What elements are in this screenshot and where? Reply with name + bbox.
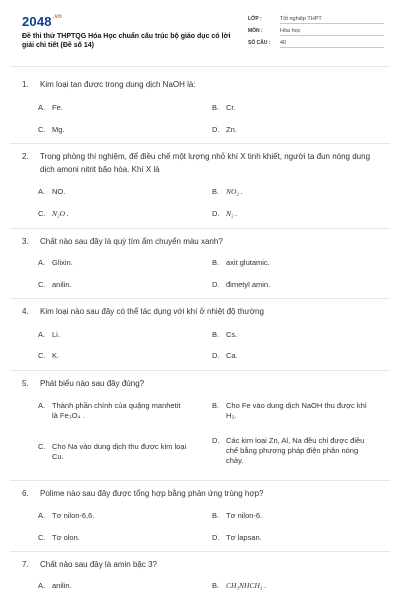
question-text: [22, 377, 382, 390]
option-letter: B.: [212, 401, 220, 410]
question-6: [22, 487, 382, 500]
option-letter: A.: [38, 401, 46, 410]
option-a[interactable]: [38, 258, 73, 268]
option-c[interactable]: [38, 351, 59, 361]
option-letter: C.: [38, 442, 46, 451]
question-stem: Chất nào sau đây là amin bậc 3?: [40, 560, 157, 569]
document-header: [22, 14, 382, 58]
option-letter: C.: [38, 351, 46, 360]
option-text: Cho Fe vào dung dịch NaOH thu được khí H₂.: [226, 401, 367, 420]
option-a[interactable]: [38, 187, 65, 197]
option-b[interactable]: [212, 401, 372, 421]
option-b[interactable]: [212, 258, 270, 268]
option-d[interactable]: [212, 533, 262, 543]
question-number: 5.: [22, 379, 29, 388]
divider: [10, 66, 390, 67]
option-text: Cs.: [226, 330, 238, 339]
option-a[interactable]: [38, 511, 94, 521]
option-letter: A.: [38, 330, 46, 339]
option-letter: D.: [212, 125, 220, 134]
option-b[interactable]: [212, 581, 266, 591]
option-d[interactable]: [212, 125, 237, 135]
option-c[interactable]: [38, 442, 193, 462]
option-a[interactable]: [38, 401, 188, 421]
question-3: [22, 235, 382, 248]
question-1: [22, 78, 382, 91]
question-text: [22, 235, 382, 248]
option-text: Cho Na vào dung dịch thu được kim loại Cu.: [52, 442, 187, 461]
divider: [10, 228, 390, 229]
option-letter: B.: [212, 187, 220, 196]
option-text: Fe.: [52, 103, 63, 112]
option-letter: C.: [38, 125, 46, 134]
option-letter: B.: [212, 330, 220, 339]
option-text: đimetyl amin.: [226, 280, 271, 289]
option-letter: D.: [212, 436, 220, 445]
option-letter: C.: [38, 280, 46, 289]
option-d[interactable]: [212, 280, 270, 290]
option-text: axit glutamic.: [226, 258, 270, 267]
question-stem: Phát biểu nào sau đây đúng?: [40, 379, 145, 388]
divider: [10, 298, 390, 299]
option-text: K.: [52, 351, 60, 360]
option-d[interactable]: [212, 209, 237, 219]
option-letter: B.: [212, 511, 220, 520]
divider: [10, 143, 390, 144]
option-c[interactable]: [38, 533, 80, 543]
question-4: [22, 305, 382, 318]
meta-value-subject: Hóa học: [280, 28, 384, 36]
meta-key-class: LỚP :: [248, 16, 262, 22]
meta-row-subject: [246, 26, 386, 38]
option-text: Li.: [52, 330, 60, 339]
question-number: 2.: [22, 152, 29, 161]
option-letter: D.: [212, 280, 220, 289]
option-letter: B.: [212, 258, 220, 267]
option-a[interactable]: [38, 103, 63, 113]
divider: [10, 370, 390, 371]
option-text: Tơ nilon-6.: [226, 511, 263, 520]
divider: [10, 551, 390, 552]
option-letter: B.: [212, 103, 220, 112]
brand-logo[interactable]: [22, 14, 62, 29]
question-stem: Chất nào sau đây là quỳ tím ẩm chuyển màu xanh?: [40, 237, 223, 246]
meta-value-count: 40: [280, 40, 384, 48]
exam-meta: [246, 14, 386, 50]
question-number: 7.: [22, 560, 29, 569]
option-letter: D.: [212, 351, 220, 360]
meta-value-class: Tốt nghiệp THPT: [280, 16, 384, 24]
question-number: 4.: [22, 307, 29, 316]
option-c[interactable]: [38, 209, 69, 219]
option-letter: A.: [38, 103, 46, 112]
option-text: Các kim loại Zn, Al, Na đều chỉ được điều chế bằng phương pháp điện phân nóng chảy.: [226, 436, 365, 465]
brand-name: 2048: [22, 14, 52, 29]
question-stem: Kim loại nào sau đây có thể tác dụng với khí ở nhiệt độ thường: [40, 307, 264, 316]
option-text: Tơ lapsan.: [226, 533, 262, 542]
option-text: anilin.: [52, 581, 72, 590]
option-c[interactable]: [38, 125, 65, 135]
option-text: Glixin.: [52, 258, 73, 267]
option-text: N₂ .: [226, 209, 238, 218]
question-number: 1.: [22, 80, 29, 89]
question-stem: Kim loại tan được trong dung dịch NaOH là:: [40, 80, 196, 89]
option-letter: B.: [212, 581, 220, 590]
option-text: Zn.: [226, 125, 237, 134]
option-letter: A.: [38, 187, 46, 196]
exam-title: Đề thi thử THPTQG Hóa Học chuẩn cấu trúc bộ giáo dục có lời giải chi tiết (Đề số 14): [22, 33, 231, 49]
meta-row-count: [246, 38, 386, 50]
option-b[interactable]: [212, 103, 236, 113]
question-number: 3.: [22, 237, 29, 246]
option-c[interactable]: [38, 280, 72, 290]
option-text: anilin.: [52, 280, 72, 289]
question-stem: Trong phòng thí nghiệm, để điều chế một lượng nhỏ khí X tinh khiết, người ta đun nóng dung dịch amoni nitrit bão hòa. Khí X là: [40, 152, 371, 174]
meta-row-class: [246, 14, 386, 26]
option-text: CH₃NHCH₃ .: [226, 581, 267, 590]
question-7: [22, 558, 382, 571]
option-b[interactable]: [212, 330, 237, 340]
option-text: Tơ nilon-6,6.: [52, 511, 95, 520]
meta-key-count: SỐ CÂU :: [248, 40, 271, 46]
question-2: [22, 150, 382, 176]
question-text: [22, 150, 382, 176]
question-5: [22, 377, 382, 390]
option-a[interactable]: [38, 330, 60, 340]
option-letter: A.: [38, 511, 46, 520]
option-letter: C.: [38, 533, 46, 542]
question-text: [22, 487, 382, 500]
meta-key-subject: MÔN :: [248, 28, 263, 34]
option-text: N₂O .: [52, 209, 69, 218]
option-letter: C.: [38, 209, 46, 218]
question-number: 6.: [22, 489, 29, 498]
option-text: NO.: [52, 187, 66, 196]
option-d[interactable]: [212, 351, 238, 361]
question-text: [22, 305, 382, 318]
question-stem: Polime nào sau đây được tổng hợp bằng phản ứng trùng hợp?: [40, 489, 264, 498]
option-text: Tơ olon.: [52, 533, 80, 542]
option-letter: D.: [212, 533, 220, 542]
option-letter: A.: [38, 258, 46, 267]
option-a[interactable]: [38, 581, 72, 591]
question-text: [22, 558, 382, 571]
option-text: Ca.: [226, 351, 238, 360]
question-text: [22, 78, 382, 91]
option-b[interactable]: [212, 187, 243, 197]
option-text: NO₂ .: [226, 187, 243, 196]
brand-domain: .vn: [52, 14, 63, 20]
option-letter: A.: [38, 581, 46, 590]
option-d[interactable]: [212, 436, 377, 466]
option-b[interactable]: [212, 511, 262, 521]
option-text: Thành phần chính của quặng manhetit là Fe₃O₄ .: [52, 401, 181, 420]
option-text: Mg.: [52, 125, 65, 134]
divider: [10, 480, 390, 481]
option-letter: D.: [212, 209, 220, 218]
option-text: Cr.: [226, 103, 236, 112]
